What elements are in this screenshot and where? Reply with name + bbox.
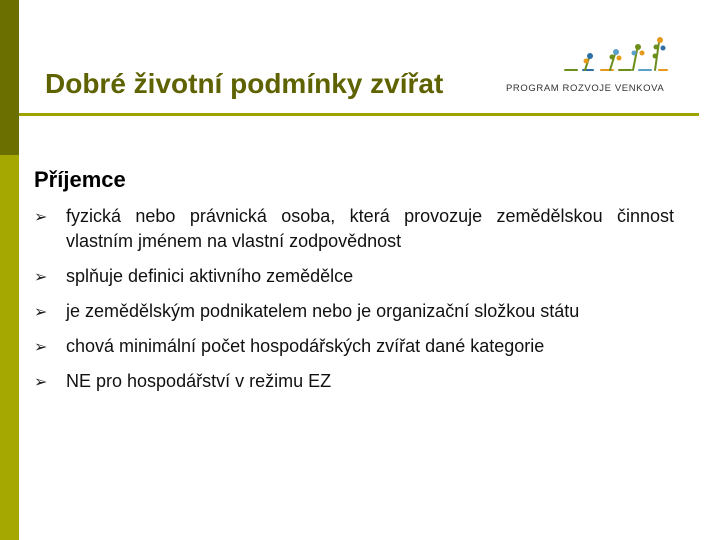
bullet-list [34,204,674,404]
tree-logo-icon [555,36,670,84]
list-item [34,334,674,359]
list-item [34,369,674,394]
sidebar-accent-dark [0,0,19,155]
arrow-bullet-icon: ➢ [34,209,48,226]
list-item-text: fyzická nebo právnická osoba, která provozuje zemědělskou činnost vlastním jménem na vlastní zodpovědnost [66,206,674,251]
program-logo [505,36,670,100]
list-item [34,264,674,289]
arrow-bullet-icon: ➢ [34,304,48,321]
arrow-bullet-icon: ➢ [34,374,48,391]
title-divider [19,113,699,116]
list-item-text: je zemědělským podnikatelem nebo je organizační složkou státu [66,301,580,321]
slide-title: Dobré životní podmínky zvířat [45,68,444,99]
list-item [34,299,674,324]
logo-text: PROGRAM ROZVOJE VENKOVA [506,83,665,94]
list-item-text: splňuje definici aktivního zemědělce [66,266,354,286]
sidebar-accent-light [0,155,19,540]
arrow-bullet-icon: ➢ [34,339,48,356]
arrow-bullet-icon: ➢ [34,269,48,286]
section-heading: Příjemce [34,167,126,192]
list-item-text: NE pro hospodářství v režimu EZ [66,371,332,391]
list-item-text: chová minimální počet hospodářských zvířat dané kategorie [66,336,545,356]
list-item [34,204,674,254]
